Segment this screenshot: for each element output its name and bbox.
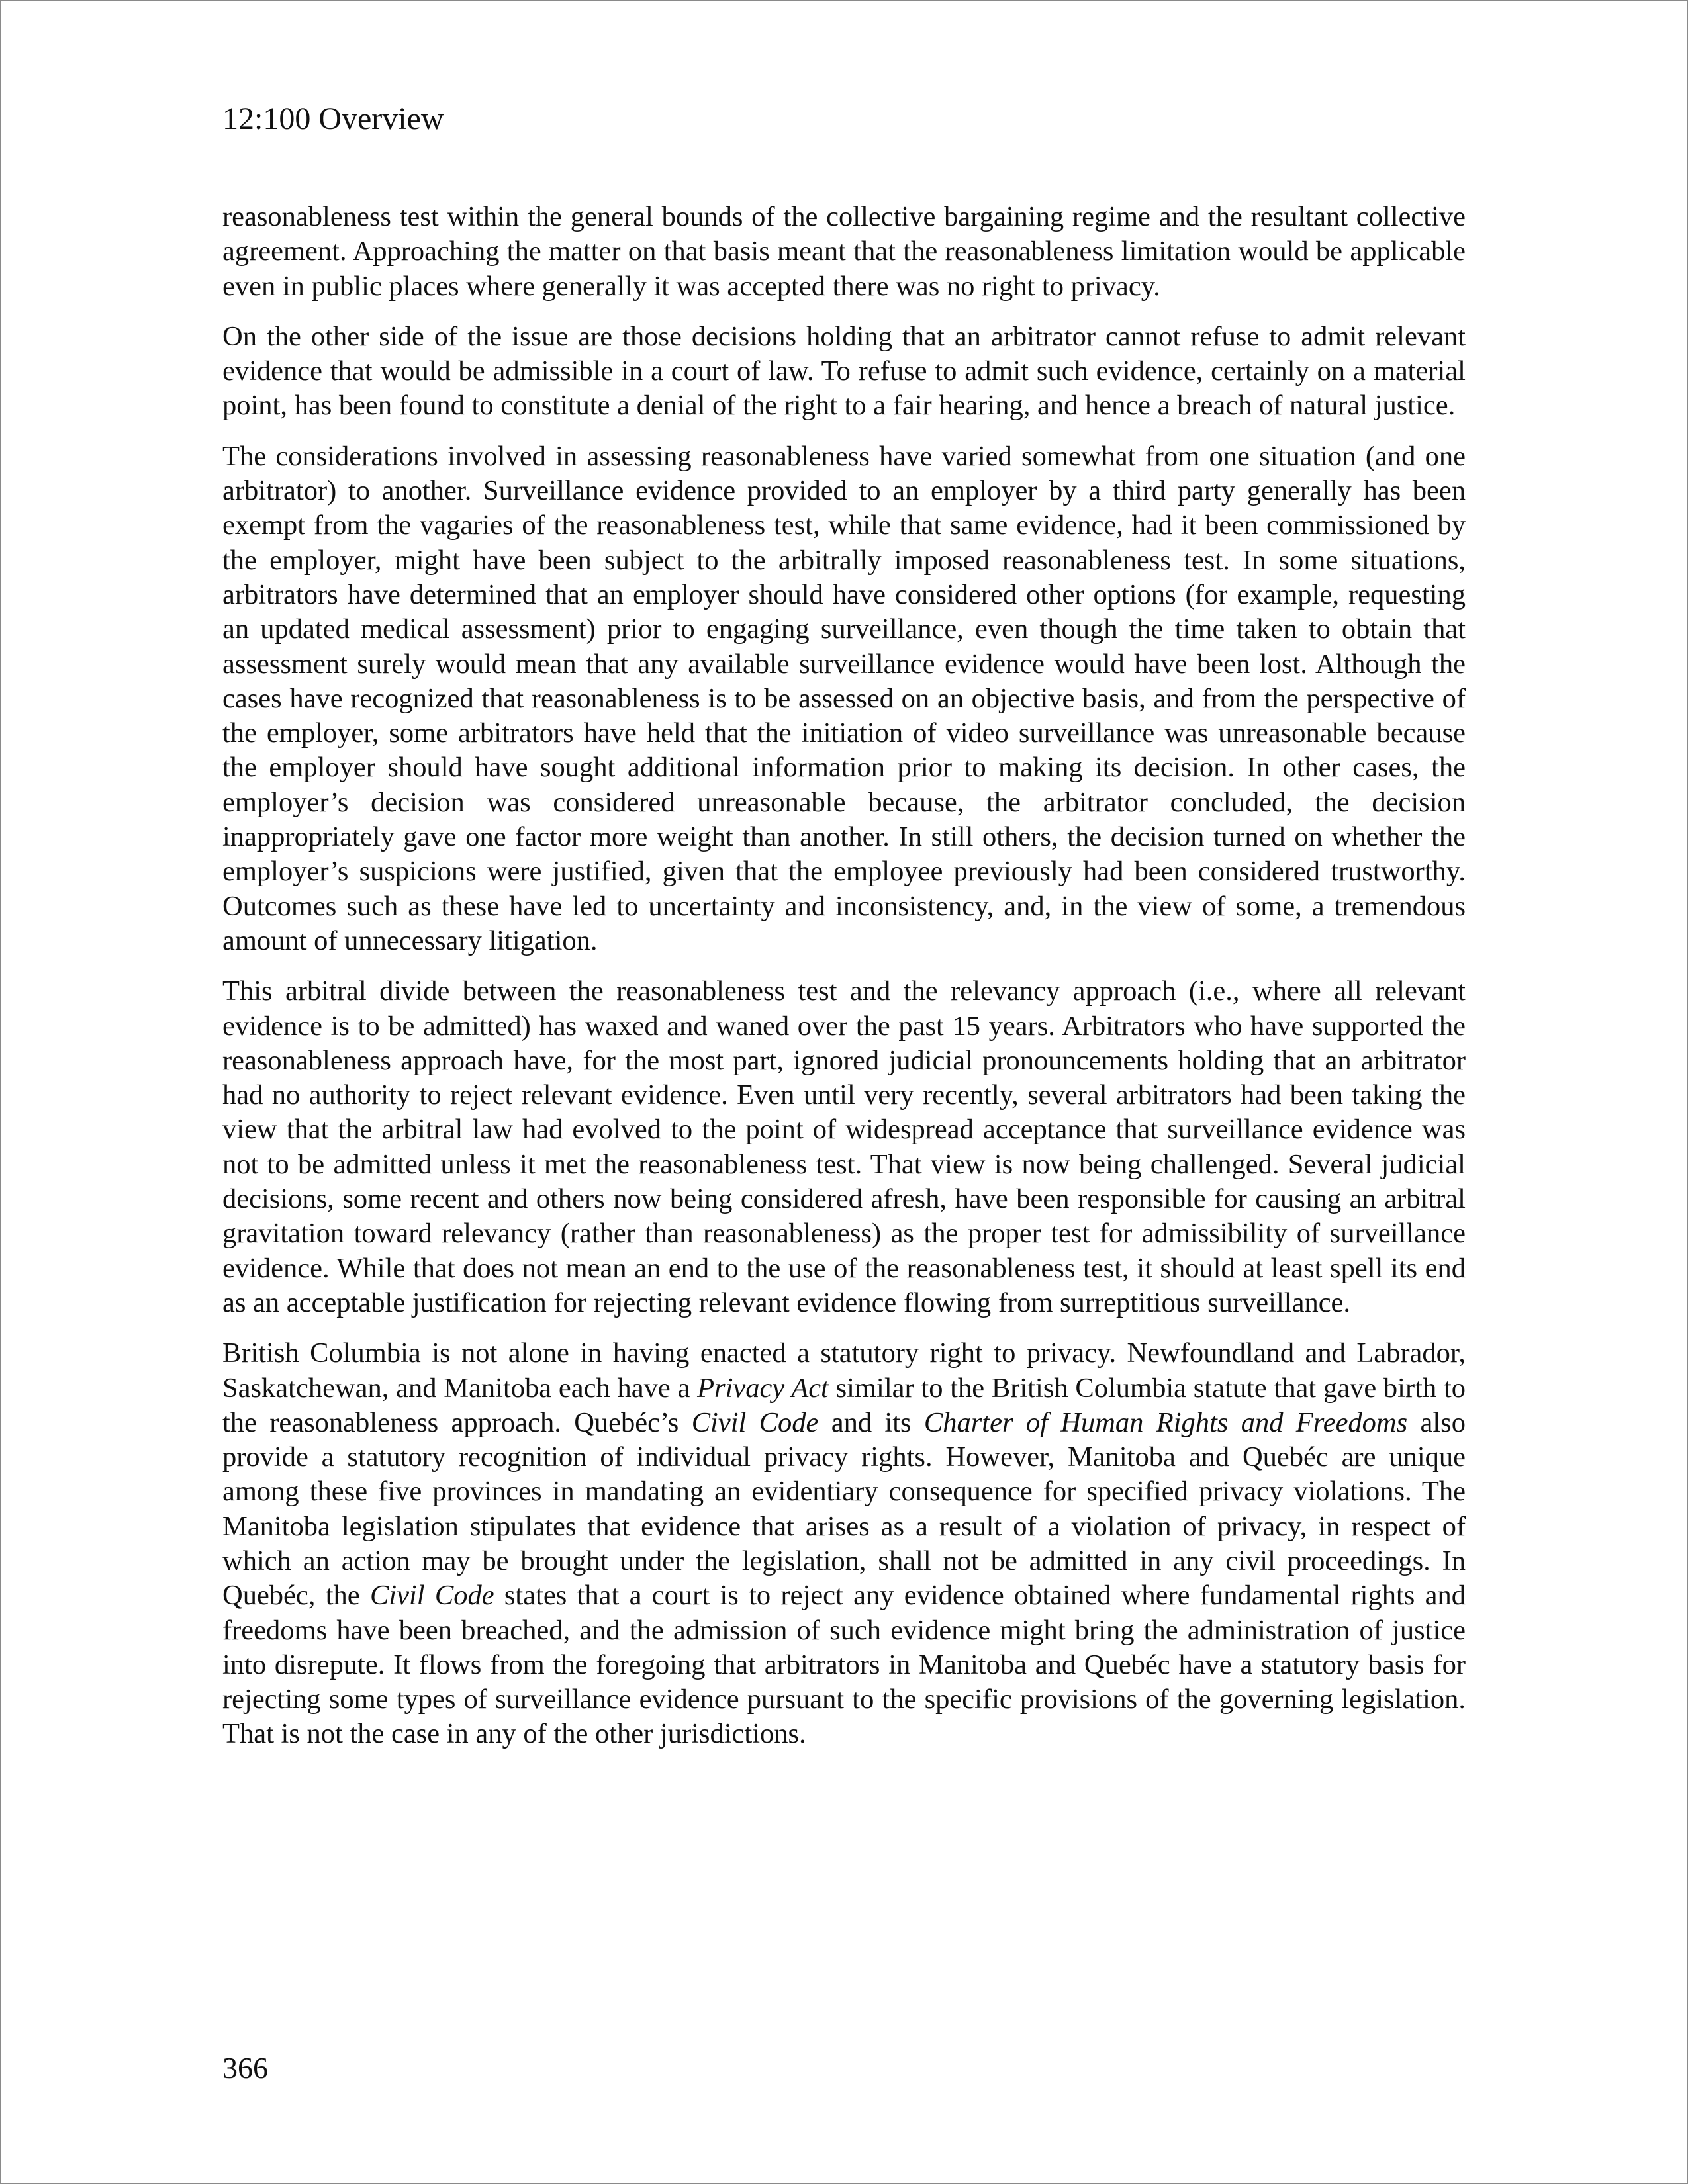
paragraph-5 [222, 1336, 1466, 1752]
page-number: 366 [222, 2051, 268, 2085]
civil-code-title: Civil Code [691, 1406, 819, 1438]
paragraph-2-text: On the other side of the issue are those decisions holding that an arbitrator cannot refuse to admit relevant evidence that would be admissible in a court of law. To refuse to admit such evidence, certainly on a material point, has been found to constitute a denial of the right to a fair hearing, and hence a breach of natural justice. [222, 320, 1466, 422]
body-text [222, 200, 1466, 1768]
paragraph-5-text-4: also provide a statutory recognition of individual privacy rights. However, Manitoba and Quebéc are unique among these five provinces in mandating an evidentiary consequence for specified privacy violations. The Manitoba legislation stipulates that evidence that arises as a result of a violation of privacy, in respect of which an action may be brought under the legislation, shall not be admitted in any civil proceedings. In Quebéc, the [222, 1406, 1466, 1612]
charter-title: Charter of Human Rights and Freedoms [923, 1406, 1408, 1438]
paragraph-1 [222, 200, 1466, 304]
paragraph-5-text-1: British Columbia is not alone in having enacted a statutory right to privacy. Newfoundland and Labrador, Saskatchewan, and Manitoba each have a [222, 1338, 1466, 1404]
privacy-act-title: Privacy Act [697, 1372, 829, 1404]
civil-code-title-2: Civil Code [369, 1580, 494, 1612]
paragraph-1-text: reasonableness test within the general bounds of the collective bargaining regime and the resultant collective agreement. Approaching the matter on that basis meant that the reasonableness limitation would be applicable even in public places where generally it was accepted there was no right to privacy. [222, 201, 1466, 302]
paragraph-3-text: The considerations involved in assessing reasonableness have varied somewhat from one situation (and one arbitrator) to another. Surveillance evidence provided to an employer by a third party generally has been exempt from the vagaries of the reasonableness test, while that same evidence, had it been commissioned by the employer, might have been subject to the arbitrally imposed reasonableness test. In some situations, arbitrators have determined that an employer should have considered other options (for example, requesting an updated medical assessment) prior to engaging surveillance, even though the time taken to obtain that assessment surely would mean that any available surveillance evidence would have been lost. Although the cases have recognized that reasonableness is to be assessed on an objective basis, and from the perspective of the employer, some arbitrators have held that the initiation of video surveillance was unreasonable because the employer should have sought additional information prior to making its decision. In other cases, the employer’s decision was considered unreasonable because, the arbitrator concluded, the decision inappropriately gave one factor more weight than another. In still others, the decision turned on whether the employer’s suspicions were justified, given that the employee previously had been considered trustworthy. Outcomes such as these have led to uncertainty and inconsistency, and, in the view of some, a tremendous amount of unnecessary litigation. [222, 440, 1466, 956]
running-head: 12:100 Overview [222, 101, 444, 136]
paragraph-2 [222, 320, 1466, 424]
paragraph-5-text-3: and its [818, 1406, 924, 1438]
paragraph-4 [222, 974, 1466, 1320]
paragraph-5-text-2: similar to the British Columbia statute that gave birth to the reasonableness approach. Quebéc’s [222, 1372, 1466, 1438]
paragraph-4-text: This arbitral divide between the reasonableness test and the relevancy approach (i.e., where all relevant evidence is to be admitted) has waxed and waned over the past 15 years. Arbitrators who have supported the reasonableness approach have, for the most part, ignored judicial pronouncements holding that an arbitrator had no authority to reject relevant evidence. Even until very recently, several arbitrators had been taking the view that the arbitral law had evolved to the point of widespread acceptance that surveillance evidence was not to be admitted unless it met the reasonableness test. That view is now being challenged. Several judicial decisions, some recent and others now being considered afresh, have been responsible for causing an arbitral gravitation toward relevancy (rather than reasonableness) as the proper test for admissibility of surveillance evidence. While that does not mean an end to the use of the reasonableness test, it should at least spell its end as an acceptable justification for rejecting relevant evidence flowing from surreptitious surveillance. [222, 976, 1466, 1318]
paragraph-5-text-5: states that a court is to reject any evidence obtained where fundamental rights and freedoms have been breached, and the admission of such evidence might bring the administration of justice into disrepute. It flows from the foregoing that arbitrators in Manitoba and Quebéc have a statutory basis for rejecting some types of surveillance evidence pursuant to the specific provisions of the governing legislation. That is not the case in any of the other jurisdictions. [222, 1580, 1466, 1750]
paragraph-3 [222, 439, 1466, 958]
